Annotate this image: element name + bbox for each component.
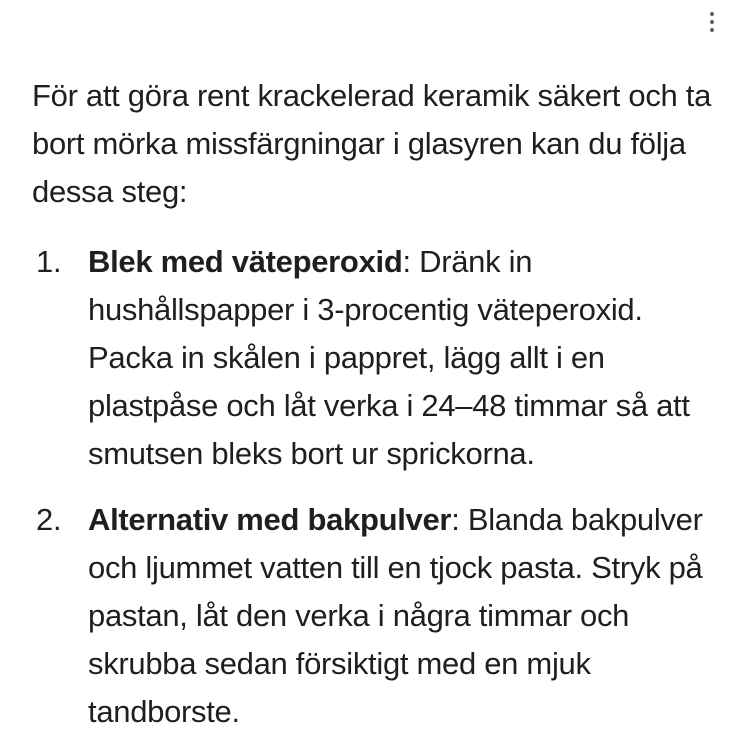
intro-paragraph: För att göra rent krackelerad keramik säkert och ta bort mörka missfärgningar i glasyren kan du följa dessa steg:: [32, 78, 712, 209]
more-vert-icon-dot: [710, 20, 714, 24]
more-vert-icon-dot: [710, 28, 714, 32]
more-vert-icon: [710, 12, 714, 16]
more-options-button[interactable]: [698, 6, 726, 38]
list-item: [32, 496, 722, 736]
step-title: Alternativ med bakpulver: [88, 502, 452, 537]
response-content: [32, 72, 722, 754]
list-item: [32, 238, 722, 478]
step-text: Dränk in hushållspapper i 3-procentig väteperoxid. Packa in skålen i pappret, lägg allt i en plastpåse och låt verka i 24–48 timmar så att smutsen bleks bort ur sprickorna.: [88, 244, 690, 471]
steps-list: [32, 238, 722, 736]
step-separator: :: [451, 502, 460, 537]
step-text: Blanda bakpulver och ljummet vatten till en tjock pasta. Stryk på pastan, låt den verka i några timmar och skrubba sedan försiktigt med en mjuk tandborste.: [88, 502, 703, 729]
step-number: 2.: [36, 502, 62, 537]
step-number: 1.: [36, 244, 62, 279]
step-separator: :: [402, 244, 411, 279]
step-title: Blek med väteperoxid: [88, 244, 403, 279]
